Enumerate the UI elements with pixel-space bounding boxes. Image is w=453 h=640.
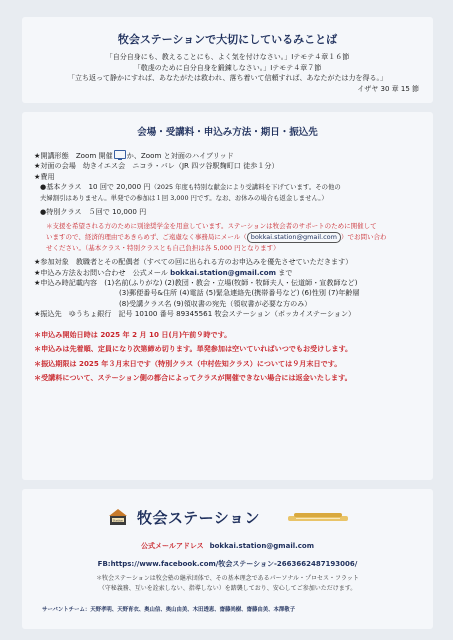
servant-team: サーバントチーム：天野孝明、天野育衣、奥山信、奥山由美、木田透恵、齋藤尚樹、齋藤由美、本澤敬子	[42, 607, 296, 613]
books-icon	[288, 512, 348, 522]
scripture-card	[22, 17, 433, 103]
apply-items-row: (3)郵便番号&住所 (4)電話 (5)緊急連絡先(携帯番号など) (6)性別 (7)年齢層	[119, 288, 360, 298]
footer-card	[22, 489, 433, 629]
basic-class-note: 夫婦割引はありません。単発での参加は１回 3,000 円です。なお、お休みの場合も返金しません。）	[40, 193, 328, 202]
svg-text:Station: Station	[112, 518, 124, 523]
info-title: 会場・受講料・申込み方法・期日・振込先	[137, 127, 318, 138]
special-class-row: ●特別クラス ５回で 10,000 円	[40, 207, 147, 217]
footer-note: （守秘義務、互いを詮索しない、指導しない）を踏襲しており、安心してご参加いただけます。	[98, 585, 357, 592]
logo	[32, 504, 423, 530]
venue-row: ★対面の会場 幼きイエス会 ニコラ・バレ（JR 四ツ谷駅麹町口 徒歩１分）	[34, 161, 279, 171]
apply-email-link[interactable]: bokkai.station@gmail.com	[170, 267, 276, 277]
scholarship-note: いますので、経済的理由であきらめず、ご遠慮なく事務局にメール（ bokkai.station@gmail.com ）でお問い合わ	[46, 232, 387, 241]
scholarship-note: ＊支援を希望される方のために別途奨学金を用意しています。ステーションは牧会者のサポートのために開催して	[46, 222, 377, 231]
monitor-icon	[114, 150, 126, 159]
scholarship-note: せください。（基本クラス・特別クラスとも自己負担は各 5,000 円となります）	[46, 243, 280, 252]
bank-row: ★振込先 ゆうちょ銀行 記号 10100 番号 89345561 牧会ステーション（ボッカイステーション）	[34, 309, 356, 319]
station-house-icon	[107, 508, 129, 526]
scripture-reference: イザヤ 30 章 15 節	[357, 84, 419, 93]
footer-note: ＊牧会ステーションは牧会塾の継承団体で、その基本理念であるパーソナル・プロセス・フラット	[96, 575, 359, 582]
contact-line: 公式メールアドレス bokkai.station@gmail.com	[140, 542, 315, 550]
notice-line: ＊申込みは先着順、定員になり次第締め切ります。単発参加は空いていればいつでもお受けします。	[34, 344, 353, 354]
format-row: ★開講形態 Zoom 開催 か、Zoom と対面のハイブリッド	[34, 151, 234, 160]
fee-label: ★費用	[34, 171, 55, 181]
basic-class-row: ●基本クラス 10 回で 20,000 円（2025 年度も特別な献金により受講料を下げています。その他の	[40, 182, 341, 192]
apply-items-row: (8)受講クラス名 (9)領収書の宛先（領収書が必要な方のみ）	[119, 298, 312, 308]
logo-text: 牧会ステーション	[136, 508, 261, 527]
info-card	[22, 112, 433, 480]
notice-line: ＊受講料について、ステーション側の都合によってクラスが開催できない場合には返金いたします。	[34, 372, 352, 382]
notice-line: ＊振込期限は 2025 年３月末日です（特別クラス（中村佐知クラス）については９月末日です。	[34, 358, 342, 368]
scholarship-email-link[interactable]: bokkai.station@gmail.com	[247, 232, 341, 243]
facebook-link[interactable]: FB:https://www.facebook.com/牧会ステーション-2663662487193006/	[97, 560, 358, 568]
scripture-line: 「自分自身にも、教えることにも、よく気を付けなさい。」Ⅰテモテ４章１６節	[105, 53, 350, 61]
apply-items-row: ★申込み時記載内容 (1)名前(ふりがな) (2)教団・教会・立場(牧師・牧師夫人・伝道師・宣教師など)	[34, 278, 358, 288]
official-email-link[interactable]: bokkai.station@gmail.com	[209, 542, 315, 550]
scripture-title: 牧会ステーションで大切にしているみことば	[117, 33, 338, 46]
scripture-line: 「敬虔のために自分自身を鍛錬しなさい。」Ⅰテモテ４章７節	[133, 63, 322, 72]
apply-row: ★申込み方法＆お問い合わせ 公式メール bokkai.station@gmail.com まで	[34, 267, 293, 277]
target-row: ★参加対象 教職者とその配偶者（すべての回に出られる方のお申込みを優先させていただきます）	[34, 257, 353, 267]
notice-line: ＊申込み開始日時は 2025 年 2 月 10 日(月)午前９時です。	[34, 329, 232, 339]
scripture-line: 「立ち返って静かにすれば、あなたがたは救われ、落ち着いて信頼すれば、あなたがたは力を得る。」	[68, 74, 387, 82]
